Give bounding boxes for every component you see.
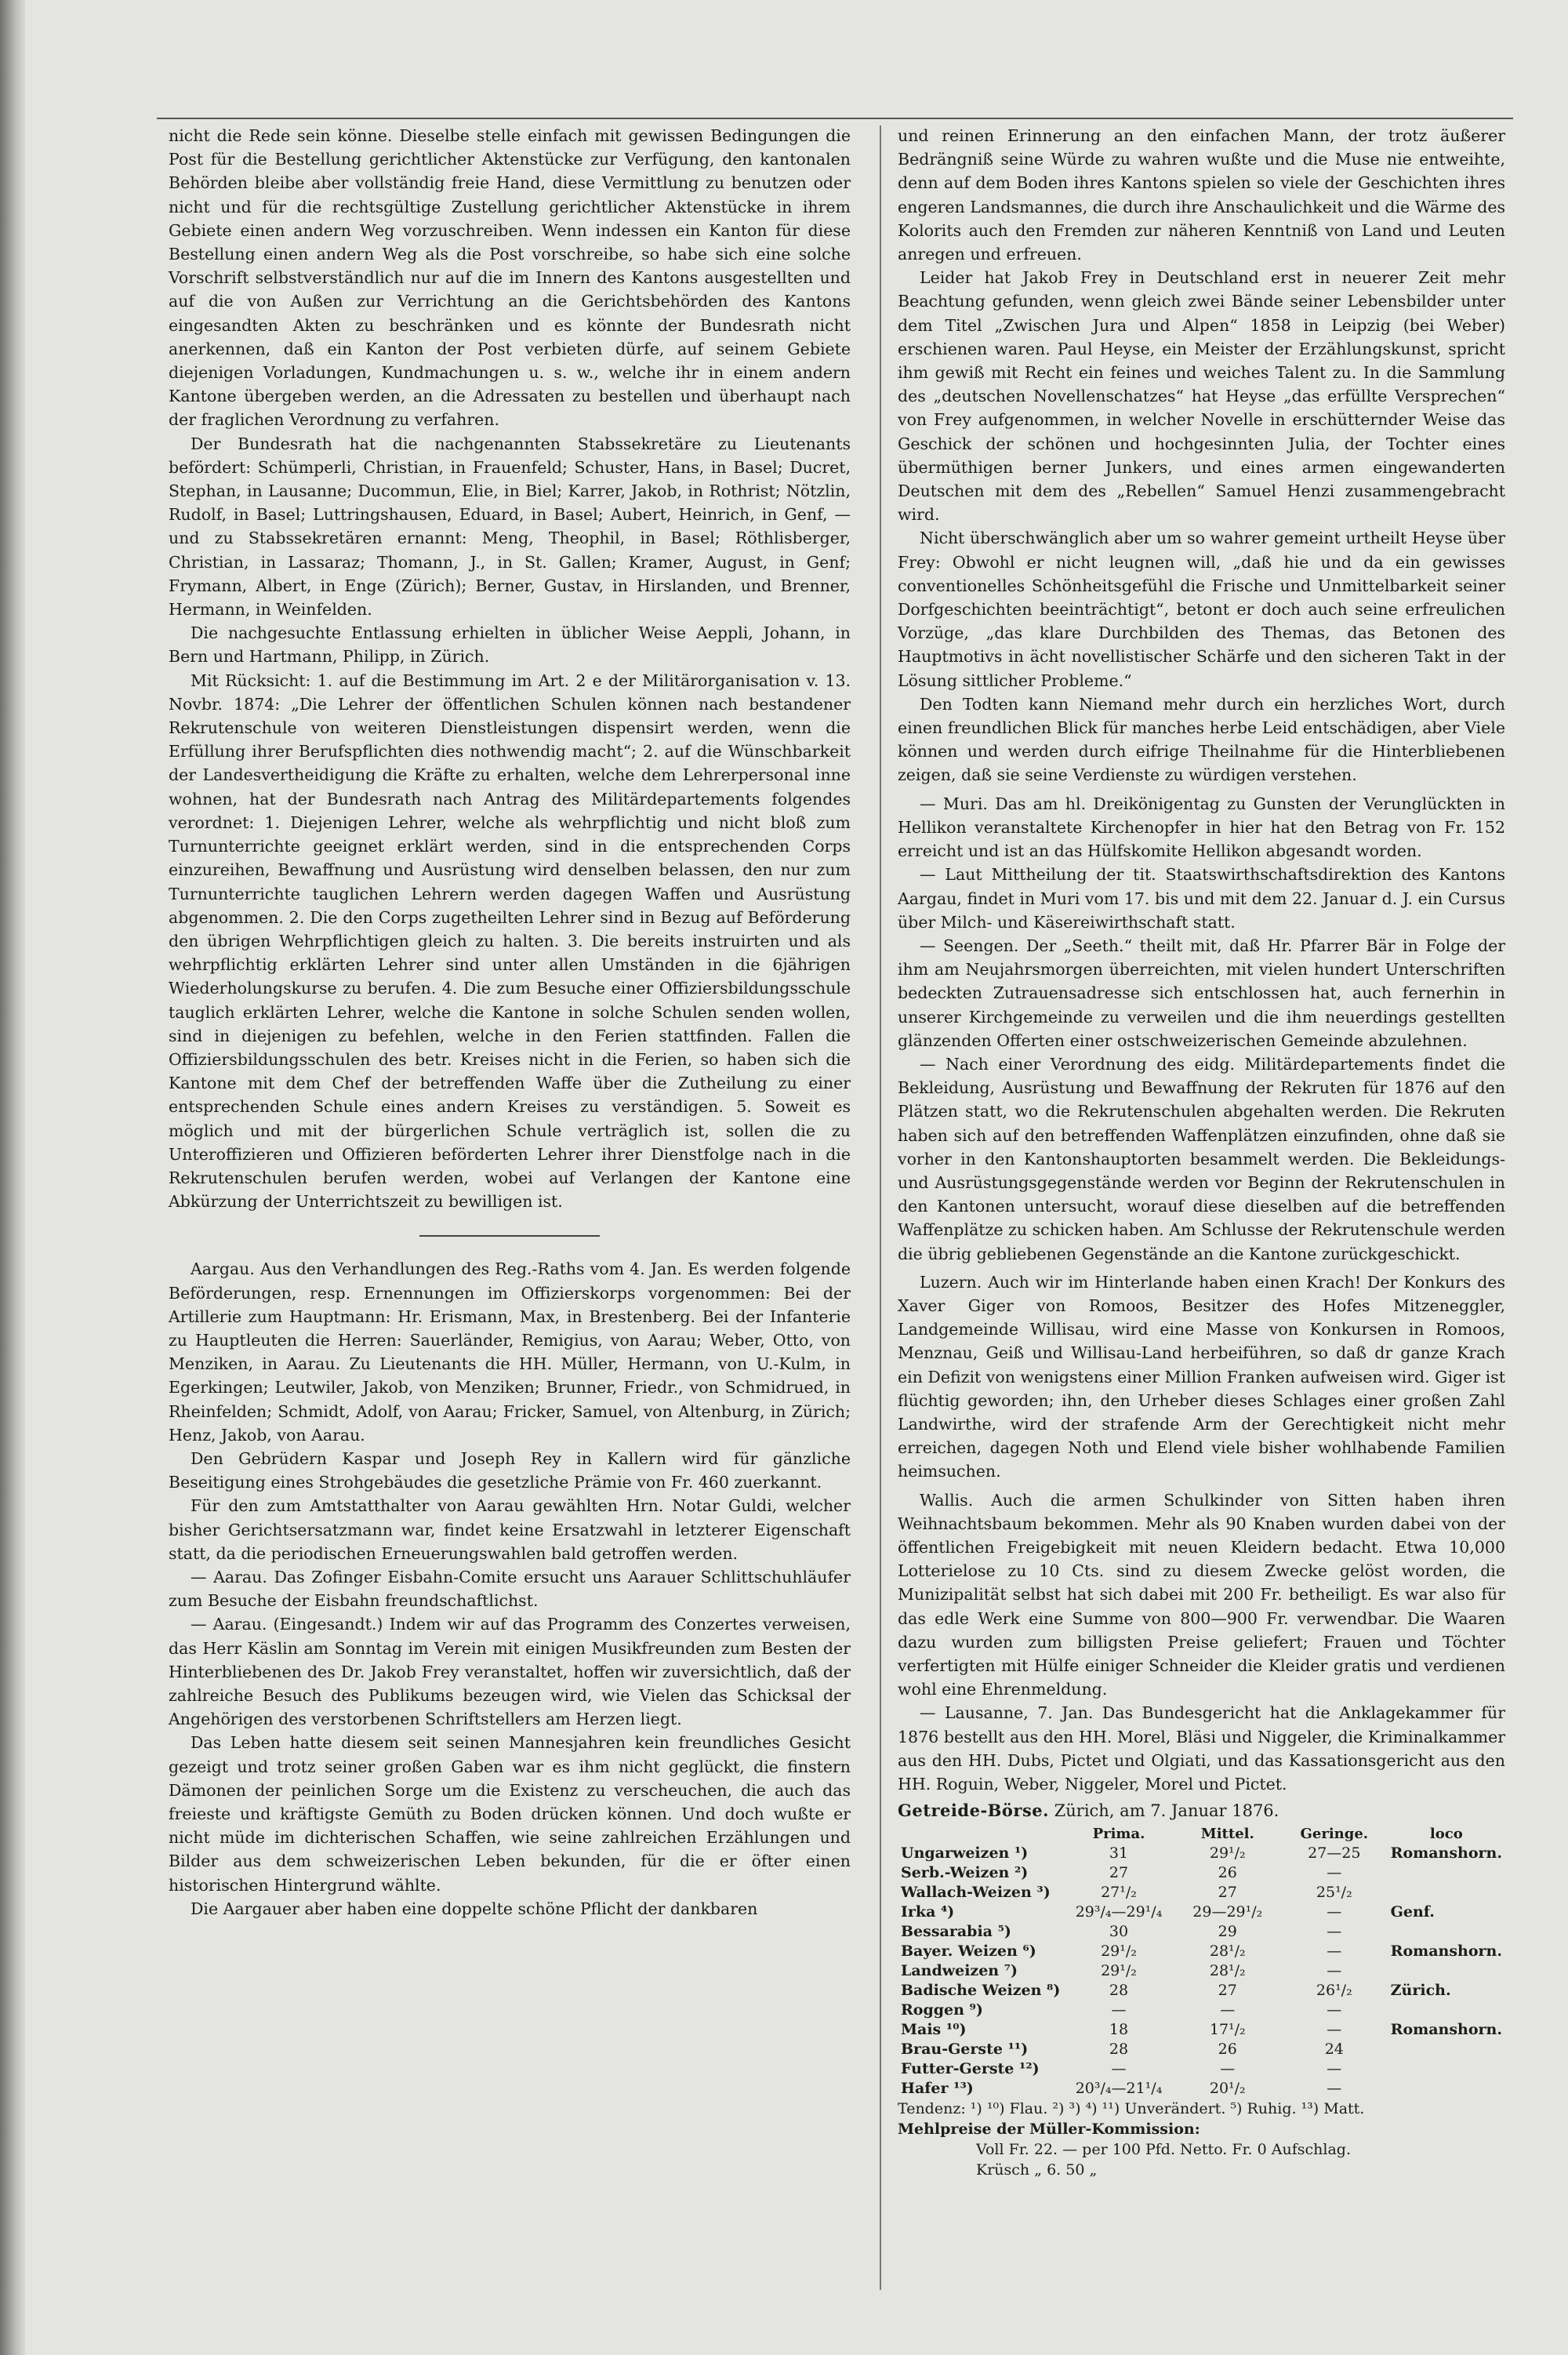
table-row xyxy=(898,2001,1505,2020)
table-row xyxy=(898,1961,1505,1981)
table-row xyxy=(898,1883,1505,1903)
geringe-cell: — xyxy=(1327,2001,1342,2019)
table-row xyxy=(898,1903,1505,1922)
mittel-cell: — xyxy=(1220,2060,1236,2078)
paragraph-notar-guldi: Für den zum Amtstatthalter von Aarau gewählten Hrn. Notar Guldi, welcher bisher Gerichtsersatzmann war, findet keine Ersatzwahl in letzterer Eigenschaft statt, da die periodischen Erneuerungswahlen bald getroffen werden. xyxy=(169,1496,851,1563)
grain-price-rows xyxy=(898,1844,1505,2099)
geringe-cell: — xyxy=(1327,1943,1342,1961)
grain-name-cell: Futter-Gerste ¹²) xyxy=(901,2060,1040,2078)
grain-name-cell: Bayer. Weizen ⁶) xyxy=(901,1943,1036,1961)
left-column xyxy=(169,124,851,1921)
prima-cell: 20³/₄—21¹/₄ xyxy=(1075,2080,1163,2098)
prima-cell: 27¹/₂ xyxy=(1101,1884,1137,1902)
paragraph-muri: — Muri. Das am hl. Dreikönigentag zu Gunsten der Verunglückten in Hellikon veranstaltete Kirchenopfer in hier hat den Betrag von Fr. 152 erreicht und ist an das Hülfskomite Hellikon abgesandt worden. xyxy=(898,794,1505,861)
prima-cell: 29³/₄—29¹/₄ xyxy=(1075,1903,1163,1921)
mittel-cell: 29—29¹/₂ xyxy=(1192,1903,1263,1921)
loco-cell xyxy=(1388,2040,1505,2059)
geringe-cell: — xyxy=(1327,1923,1342,1941)
loco-cell: Zürich. xyxy=(1390,1982,1451,2000)
paragraph-todten: Den Todten kann Niemand mehr durch ein herzliches Wort, durch einen freundlichen Blick für manches herbe Leid entschädigen, aber Viele können und werden durch eifrige Theilnahme für die Hinterbliebenen zeigen, daß sie seine Verdienste zu würdigen verstehen. xyxy=(898,694,1505,785)
table-row xyxy=(898,2079,1505,2099)
paragraph-milchwirthschaft: — Laut Mittheilung der tit. Staatswirthschaftsdirektion des Kantons Aargau, findet in Muri vom 17. bis und mit dem 22. Januar d. J. ein Cursus über Milch- und Käsereiwirthschaft statt. xyxy=(898,865,1505,932)
column-header: Mittel. xyxy=(1200,1826,1254,1843)
table-row xyxy=(898,1981,1505,2001)
column-header: Geringe. xyxy=(1300,1826,1369,1843)
mittel-cell: 29¹/₂ xyxy=(1209,1844,1246,1863)
loco-cell xyxy=(1388,2001,1505,2020)
prima-cell: 27 xyxy=(1109,1864,1129,1882)
paragraph-erinnerung: und reinen Erinnerung an den einfachen Mann, der trotz äußerer Bedrängniß seine Würde zu wahren wußte und die Muse nie entweihte, denn auf dem Boden ihres Kantons spielen so viele der Geschichten ihres engeren Landsmannes, die durch ihre Anschaulichkeit und die Wärme des Kolorits auch den Fremden zur näheren Kenntniß von Land und Leuten anregen und erfreuen. xyxy=(898,126,1505,264)
table-row xyxy=(898,1863,1505,1883)
bourse-heading xyxy=(898,1799,1505,1823)
geringe-cell: 27—25 xyxy=(1308,1844,1361,1863)
mittel-cell: 28¹/₂ xyxy=(1209,1962,1246,1980)
grain-name-cell: Wallach-Weizen ³) xyxy=(901,1884,1051,1902)
bourse-title: Getreide-Börse. xyxy=(898,1801,1049,1821)
loco-cell: Romanshorn. xyxy=(1390,2021,1502,2039)
grain-name-cell: Irka ⁴) xyxy=(901,1903,955,1921)
paragraph-conzert: — Aarau. (Eingesandt.) Indem wir auf das Programm des Conzertes verweisen, das Herr Käslin am Sonntag im Verein mit einigen Musikfreunden zum Besten der Hinterbliebenen des Dr. Jakob Frey veranstaltet, hoffen wir zuversichtlich, daß der zahlreiche Besuch des Publikums bezeugen wird, wie Vielen das Schicksal der Angehörigen des verstorbenen Schriftstellers am Herzen liegt. xyxy=(169,1615,851,1729)
grain-name-cell: Landweizen ⁷) xyxy=(901,1962,1018,1980)
grain-name-cell: Bessarabia ⁵) xyxy=(901,1923,1011,1941)
prima-cell: 28 xyxy=(1109,1982,1129,2000)
prima-cell: 29¹/₂ xyxy=(1101,1962,1137,1980)
paragraph-entlassung: Die nachgesuchte Entlassung erhielten in üblicher Weise Aeppli, Johann, in Bern und Hartmann, Philipp, in Zürich. xyxy=(169,623,851,667)
paragraph-leben-frey: Das Leben hatte diesem seit seinen Mannesjahren kein freundliches Gesicht gezeigt und trotz seiner großen Gaben war es ihm nicht geglückt, die finstern Dämonen der peinlichen Sorge um die Existenz zu verscheuchen, die auch das freieste und kräftigste Gemüth zu Boden drücken können. Und doch wußte er nicht müde im dichterischen Schaffen, wie seine zahlreichen Erzählungen und Bilder aus dem schweizerischen Leben bekunden, für die er öfter einen historischen Hintergrund wählte. xyxy=(169,1733,851,1895)
binding-edge xyxy=(0,0,25,2355)
grain-name-cell: Hafer ¹³) xyxy=(901,2080,974,2098)
mehl-title: Mehlpreise der Müller-Kommission: xyxy=(898,2121,1200,2139)
mittel-cell: 26 xyxy=(1218,1864,1237,1882)
prima-cell: — xyxy=(1111,2001,1127,2019)
mittel-cell: 26 xyxy=(1218,2041,1237,2059)
paragraph-wallis: Wallis. Auch die armen Schulkinder von Sitten haben ihren Weihnachtsbaum bekommen. Mehr als 90 Knaben wurden dabei von der öffentlichen Freigebigkeit mit neuen Kleidern bedacht. Etwa 10,000 Lotterielose zu 10 Cts. sind zu diesem Zwecke gelöst worden, die Munizipalität selbst hat sich dabei mit 200 Fr. betheiligt. Es war also für das edle Werk eine Summe von 800—900 Fr. verwendbar. Die Waaren dazu wurden zum billigsten Preise geliefert; Frauen und Töchter verfertigten mit Hülfe einiger Schneider die Kleider gratis und verdienen wohl eine Ehrenmeldung. xyxy=(898,1490,1505,1699)
mehl-row: Krüsch „ 6. 50 „ xyxy=(976,2161,1098,2179)
table-row xyxy=(898,1922,1505,1942)
section-separator xyxy=(419,1235,600,1237)
bourse-place-date: Zürich, am 7. Januar 1876. xyxy=(1054,1801,1279,1821)
table-header-row xyxy=(898,1824,1505,1844)
mittel-cell: 28¹/₂ xyxy=(1209,1943,1246,1961)
mittel-cell: 27 xyxy=(1218,1884,1237,1902)
loco-cell: Romanshorn. xyxy=(1390,1943,1502,1961)
grain-price-table xyxy=(898,1824,1505,2099)
prima-cell: 31 xyxy=(1109,1844,1129,1863)
loco-cell xyxy=(1388,2079,1505,2099)
mittel-cell: 20¹/₂ xyxy=(1209,2080,1246,2098)
paragraph-heyse-beachtung: Leider hat Jakob Frey in Deutschland erst in neuerer Zeit mehr Beachtung gefunden, wenn gleich zwei Bände seiner Lebensbilder unter dem Titel „Zwischen Jura und Alpen“ 1858 in Leipzig (bei Weber) erschienen waren. Paul Heyse, ein Meister der Erzählungskunst, spricht ihm gewiß mit Recht ein feines und weiches Talent zu. In die Sammlung des „deutschen Novellenschatzes“ hat Heyse „das erfüllte Versprechen“ von Frey aufgenommen, in welcher Novelle in erschütternder Weise das Geschick der schönen und hochgesinnten Julia, der Tochter eines übermüthigen berner Junkers, und eines armen eingewanderten Deutschen mit dem des „Rebellen“ Samuel Henzi zusammengebracht wird. xyxy=(898,268,1505,525)
top-rule xyxy=(157,118,1513,119)
loco-cell: Genf. xyxy=(1390,1903,1435,1921)
paragraph-lehrer-verordnung: Mit Rücksicht: 1. auf die Bestimmung im Art. 2 e der Militärorganisation v. 13. Novbr. 1874: „Die Lehrer der öffentlichen Schulen können nach bestandener Rekrutenschule von weiteren Dienstleistungen dispensirt werden, wenn die Erfüllung ihrer Berufspflichten dies nothwendig macht“; 2. auf die Wünschbarkeit der Landesvertheidigung die Kräfte zu erhalten, welche dem Lehrerpersonal inne wohnen, hat der Bundesrath nach Antrag des Militärdepartements folgendes verordnet: 1. Diejenigen Lehrer, welche als wehrpflichtig und nicht bloß zum Turnunterrichte geeignet erklärt werden, sind in die entsprechenden Corps einzureihen, Bewaffnung und Ausrüstung wird denselben belassen, den nur zum Turnunterrichte tauglichen Lehrern werden dagegen Waffen und Ausrüstung abgenommen. 2. Die den Corps zugetheilten Lehrer sind in Bezug auf Beförderung den übrigen Wehrpflichtigen gleich zu halten. 3. Die bereits instruirten und als wehrpflichtig erklärten Lehrer sind unter allen Umständen in die 6jährigen Wiederholungskurse zu berufen. 4. Die zum Besuche einer Offiziersbildungsschule tauglich erklärten Lehrer, welche die Kantone in solche Schulen senden wollen, sind in diejenigen zu befehlen, welche in den Ferien stattfinden. Fallen die Offiziersbildungsschulen des betr. Kreises nicht in die Ferien, so haben sich die Kantone mit dem Chef der betreffenden Waffe über die Zutheilung zu einer entsprechenden Schule eines andern Kreises zu verständigen. 5. Soweit es möglich und mit der bürgerlichen Schule verträglich ist, sollen die zu Unteroffizieren und Offizieren beförderten Lehrer ihrer Dienstfolge nach in die Rekrutenschulen berufen werden, wobei auf Verlangen der Kantone eine Abkürzung der Unterrichtszeit zu bewilligen ist. xyxy=(169,671,851,1212)
prima-cell: — xyxy=(1111,2060,1127,2078)
mehl-prices xyxy=(898,2119,1505,2180)
table-row xyxy=(898,1942,1505,1961)
grain-name-cell: Roggen ⁹) xyxy=(901,2001,983,2019)
right-column xyxy=(898,124,1505,2180)
paragraph-seengen: — Seengen. Der „Seeth.“ theilt mit, daß Hr. Pfarrer Bär in Folge der ihm am Neujahrsmorgen überreichten, mit vielen hundert Unterschriften bedeckten Zutrauensadresse sich entschlossen hat, auch fernerhin in unserer Kirchgemeinde zu verweilen und die ihm neuerdings gestellten glänzenden Offerten einer ostschweizerischen Gemeinde abzulehnen. xyxy=(898,936,1505,1050)
loco-cell xyxy=(1388,1883,1505,1903)
paragraph-aargau-beförderungen: Aargau. Aus den Verhandlungen des Reg.-Raths vom 4. Jan. Es werden folgende Beförderungen, resp. Ernennungen im Offizierskorps vorgenommen: Bei der Artillerie zum Hauptmann: Hr. Erismann, Max, in Brestenberg. Bei der Infanterie zu Hauptleuten die Herren: Sauerländer, Remigius, von Aarau; Weber, Otto, von Menziken, in Aarau. Zu Lieutenants die HH. Müller, Hermann, von U.-Kulm, in Egerkingen; Leutwiler, Jakob, von Menziken; Brunner, Friedr., von Schmidrued, in Rheinfelden; Schmidt, Adolf, von Aarau; Fricker, Samuel, von Altenburg, in Zürich; Henz, Jakob, von Aarau. xyxy=(169,1259,851,1445)
table-row xyxy=(898,2059,1505,2079)
paragraph-pflicht: Die Aargauer aber haben eine doppelte schöne Pflicht der dankbaren xyxy=(191,1899,758,1918)
geringe-cell: — xyxy=(1327,1962,1342,1980)
grain-name-cell: Mais ¹⁰) xyxy=(901,2021,967,2039)
loco-cell xyxy=(1388,1961,1505,1981)
paragraph-gebrueder-rey: Den Gebrüdern Kaspar und Joseph Rey in Kallern wird für gänzliche Beseitigung eines Strohgebäudes die gesetzliche Prämie von Fr. 460 zuerkannt. xyxy=(169,1448,851,1492)
mittel-cell: — xyxy=(1220,2001,1236,2019)
bourse-legend: Tendenz: ¹) ¹⁰) Flau. ²) ³) ⁴) ¹¹) Unverändert. ⁵) Ruhig. ¹³) Matt. xyxy=(898,2100,1365,2118)
loco-cell xyxy=(1388,2059,1505,2079)
prima-cell: 30 xyxy=(1109,1923,1129,1941)
mittel-cell: 17¹/₂ xyxy=(1209,2021,1246,2039)
paragraph-heyse-urtheil: Nicht überschwänglich aber um so wahrer gemeint urtheilt Heyse über Frey: Obwohl er nicht leugnen will, „daß hie und da ein gewisses conventionelles Schönheitsgefühl die Frische und Unmittelbarkeit seiner Dorfgeschichten beeinträchtigt“, betont er doch auch seine erfreulichen Vorzüge, „das klare Durchbilden des Themas, das Betonen des Hauptmotivs in ächt novellistischer Schärfe und den sicheren Takt in der Lösung sittlicher Probleme.“ xyxy=(898,529,1505,690)
loco-cell xyxy=(1388,1863,1505,1883)
prima-cell: 18 xyxy=(1109,2021,1129,2039)
column-header: loco xyxy=(1429,1826,1463,1843)
grain-name-cell: Brau-Gerste ¹¹) xyxy=(901,2041,1029,2059)
grain-name-cell: Badische Weizen ⁸) xyxy=(901,1982,1061,2000)
table-row xyxy=(898,2040,1505,2059)
column-divider xyxy=(880,125,881,2290)
geringe-cell: — xyxy=(1327,2021,1342,2039)
table-row xyxy=(898,2020,1505,2040)
table-row xyxy=(898,1844,1505,1863)
geringe-cell: — xyxy=(1327,2060,1342,2078)
paragraph-lausanne: — Lausanne, 7. Jan. Das Bundesgericht hat die Anklagekammer für 1876 bestellt aus den HH. Morel, Bläsi und Niggeler, die Kriminalkammer aus den HH. Dubs, Pictet und Olgiati, und das Kassationsgericht aus den HH. Roguin, Weber, Niggeler, Morel und Pictet. xyxy=(898,1703,1505,1794)
geringe-cell: 25¹/₂ xyxy=(1316,1884,1352,1902)
paragraph-post-bestellung: nicht die Rede sein könne. Dieselbe stelle einfach mit gewissen Bedingungen die Post für die Bestellung gerichtlicher Aktenstücke zur Verfügung, den kantonalen Behörden bleibe aber vollständig freie Hand, diese Vermittlung zu benutzen oder nicht und für die rechtsgültige Zustellung gerichtlicher Aktenstücke in ihrem Gebiete einen andern Weg vorzuschreiben. Wenn indessen ein Kanton für diese Bestellung einen andern Weg als die Post vorschreibe, so habe sich eine solche Vorschrift selbstverständlich nur auf die im Innern des Kantons ausgestellten und auf die von Außen zur Verrichtung an die Gerichtsbehörden des Kantons eingesandten Akten zu beschränken und es könnte der Bundesrath nicht anerkennen, daß ein Kanton der Post verbieten dürfe, auf seinem Gebiete diejenigen Vorladungen, Kundmachungen u. s. w., welche ihr in einem andern Kantone übergeben werden, an die Adressaten zu bestellen und überhaupt nach der fraglichen Verordnung zu verfahren. xyxy=(169,126,851,430)
geringe-cell: — xyxy=(1327,2080,1342,2098)
loco-cell: Romanshorn. xyxy=(1390,1844,1502,1863)
mittel-cell: 29 xyxy=(1218,1923,1237,1941)
geringe-cell: 26¹/₂ xyxy=(1316,1982,1352,2000)
paragraph-stabssekretaere: Der Bundesrath hat die nachgenannten Stabssekretäre zu Lieutenants befördert: Schümperli, Christian, in Frauenfeld; Schuster, Hans, in Basel; Ducret, Stephan, in Lausanne; Ducommun, Elie, in Biel; Karrer, Jakob, in Rothrist; Nötzlin, Rudolf, in Basel; Luttringshausen, Eduard, in Basel; Aubert, Heinrich, in Genf, — und zu Stabssekretären ernannt: Meng, Theophil, in Basel; Röthlisberger, Christian, in Lassaraz; Thomann, J., in St. Gallen; Kramer, August, in Genf; Frymann, Albert, in Enge (Zürich); Berner, Gustav, in Hirslanden, und Brenner, Hermann, in Weinfelden. xyxy=(169,434,851,620)
geringe-cell: — xyxy=(1327,1864,1342,1882)
column-header: Prima. xyxy=(1092,1826,1145,1843)
paragraph-eisbahn: — Aarau. Das Zofinger Eisbahn-Comite ersucht uns Aarauer Schlittschuhläufer zum Besuche der Eisbahn freundschaftlichst. xyxy=(169,1567,851,1611)
mittel-cell: 27 xyxy=(1218,1982,1237,2000)
paragraph-rekruten: — Nach einer Verordnung des eidg. Militärdepartements findet die Bekleidung, Ausrüstung und Bewaffnung der Rekruten für 1876 auf den Plätzen statt, wo die Rekrutenschulen abgehalten werden. Die Rekruten haben sich auf den betreffenden Waffenplätzen einzufinden, ohne daß sie vorher in den Kantonshauptorten besammelt werden. Die Bekleidungs- und Ausrüstungsgegenstände werden vor Beginn der Rekrutenschulen in den Kantonen untersucht, worauf diese dieselben auf die betreffenden Waffenplätze zu schicken haben. Am Schlusse der Rekrutenschule werden die übrig gebliebenen Gegenstände an die Kantone zurückgeschickt. xyxy=(898,1054,1505,1263)
paragraph-luzern: Luzern. Auch wir im Hinterlande haben einen Krach! Der Konkurs des Xaver Giger von Romoos, Besitzer des Hofes Mitzeneggler, Landgemeinde Willisau, wird eine Masse von Konkursen in Romoos, Menznau, Geiß und Willisau-Land herbeiführen, so daß dr ganze Krach ein Defizit von wenigstens einer Million Franken aufweisen wird. Giger ist flüchtig geworden; ihn, den Urheber dieses Schlages einer großen Zahl Landwirthe, wird der strafende Arm der Gerechtigkeit nicht mehr erreichen, dagegen Noth und Elend viele bisher wohlhabende Familien heimsuchen. xyxy=(898,1272,1505,1481)
column-header xyxy=(898,1824,1063,1844)
grain-name-cell: Ungarweizen ¹) xyxy=(901,1844,1029,1863)
prima-cell: 28 xyxy=(1109,2041,1129,2059)
prima-cell: 29¹/₂ xyxy=(1101,1943,1137,1961)
mehl-row: Voll Fr. 22. — per 100 Pfd. Netto. Fr. 0 Aufschlag. xyxy=(976,2141,1351,2159)
geringe-cell: — xyxy=(1327,1903,1342,1921)
loco-cell xyxy=(1388,1922,1505,1942)
geringe-cell: 24 xyxy=(1324,2041,1344,2059)
grain-name-cell: Serb.-Weizen ²) xyxy=(901,1864,1029,1882)
